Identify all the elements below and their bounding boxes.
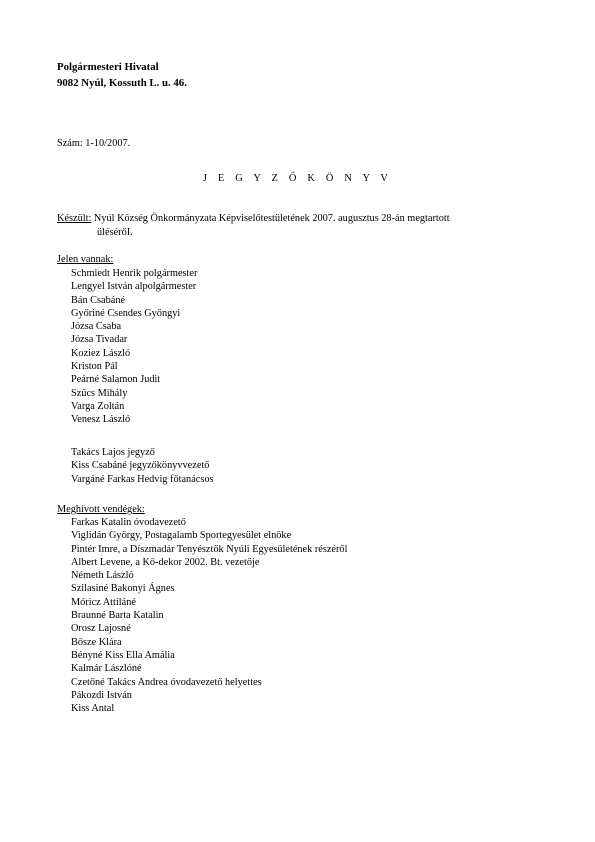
list-item: Czetőné Takács Andrea óvodavezető helyettes <box>71 676 262 688</box>
list-item: Albert Levene, a Kő-dekor 2002. Bt. vezetője <box>71 556 260 568</box>
subject-text-line2: ülésérőI. <box>97 227 133 238</box>
document-title: J E G Y Z Ő K Ö N Y V <box>202 173 393 184</box>
list-item: Orosz Lajosné <box>71 623 131 635</box>
list-item: Vargáné Farkas Hedvig főtanácsos <box>71 473 214 485</box>
office-name: Polgármesteri Hivatal <box>57 61 159 73</box>
list-item: Szűcs Mihály <box>71 387 128 399</box>
list-item: Schmiedt Henrik polgármester <box>71 268 198 279</box>
subject-label: Készült: <box>57 213 92 224</box>
list-item: Győriné Csendes Gyöngyi <box>71 307 181 319</box>
list-item: Braunné Barta Katalin <box>71 610 164 622</box>
present-members-list <box>71 267 197 427</box>
list-item: Takács Lajos jegyző <box>71 447 155 458</box>
office-address: 9082 Nyúl, Kossuth L. u. 46. <box>57 77 187 89</box>
guests-list <box>71 516 347 715</box>
list-item: Lengyel István alpolgármester <box>71 281 197 293</box>
list-item: Kiss Csabáné jegyzőkönyvvezető <box>71 460 210 472</box>
reference-number: Szám: 1-10/2007. <box>57 138 131 149</box>
list-item: Bán Csabáné <box>71 294 126 306</box>
list-item: Viglidán György, Postagalamb Sportegyesület elnöke <box>71 530 292 542</box>
list-item: Bősze Klára <box>71 636 122 648</box>
present-label: Jelen vannak: <box>57 254 114 265</box>
present-staff-list <box>71 446 214 486</box>
letterhead <box>57 59 187 91</box>
list-item: Kiss Antal <box>71 703 115 715</box>
list-item: Kalmár Lászlóné <box>71 663 142 675</box>
subject-text-line1: Nyúl Község Önkormányzata Képviselőtestületének 2007. augusztus 28-án megtartott <box>91 213 450 224</box>
list-item: Móricz Attiláné <box>71 596 136 608</box>
list-item: Kriston Pál <box>71 361 118 373</box>
list-item: Szilasiné Bakonyi Ágnes <box>71 583 175 595</box>
list-item: Venesz László <box>71 414 131 426</box>
list-item: Pintér Imre, a Díszmadár Tenyésztők Nyúli Egyesületének részéről <box>71 543 348 555</box>
list-item: Józsa Csaba <box>71 321 122 333</box>
list-item: Bényné Kiss Ella Amália <box>71 649 175 661</box>
list-item: Józsa Tivadar <box>71 334 128 346</box>
list-item: Pákozdi István <box>71 689 132 701</box>
subject-paragraph <box>57 212 483 240</box>
list-item: Németh László <box>71 570 134 582</box>
list-item: Farkas Katalin óvodavezető <box>71 517 186 528</box>
list-item: Varga Zoltán <box>71 400 125 412</box>
guests-label: Meghívott vendégek: <box>57 504 145 515</box>
list-item: Peárné Salamon Judit <box>71 374 161 386</box>
list-item: Koziez László <box>71 347 131 359</box>
